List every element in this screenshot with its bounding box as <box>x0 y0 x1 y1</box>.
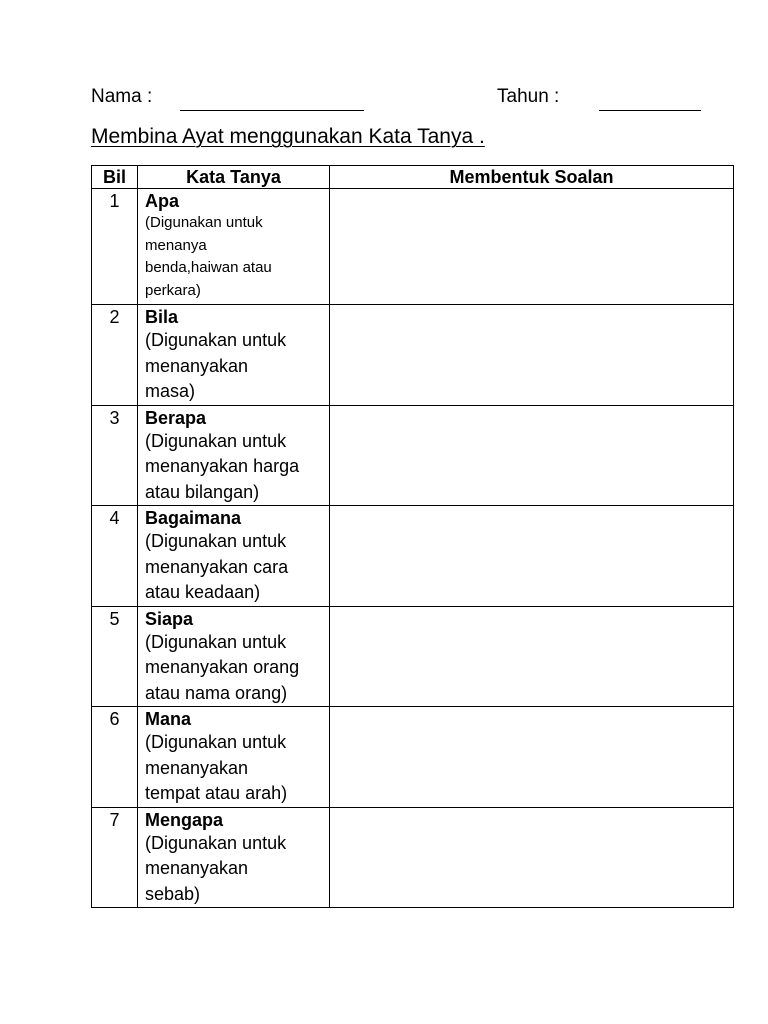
kata-tanya-cell <box>138 506 330 607</box>
name-label: Nama : <box>91 86 153 107</box>
answer-cell[interactable] <box>330 506 734 607</box>
question-word-usage: (Digunakan untuk menanyakan harga atau bilangan) <box>145 430 300 502</box>
question-word-usage: (Digunakan untuk menanyakan sebab) <box>145 832 287 904</box>
answer-cell[interactable] <box>330 707 734 808</box>
row-number: 6 <box>92 707 138 808</box>
kata-tanya-cell <box>138 807 330 908</box>
row-number: 2 <box>92 305 138 406</box>
question-word-usage: (Digunakan untuk menanyakan masa) <box>145 330 287 401</box>
table-row <box>92 405 734 506</box>
col-header-kata-tanya: Kata Tanya <box>138 166 330 189</box>
answer-cell[interactable] <box>330 405 734 506</box>
worksheet-title: Membina Ayat menggunakan Kata Tanya . <box>91 125 485 148</box>
col-header-membentuk-soalan: Membentuk Soalan <box>330 166 734 189</box>
table-header-row <box>92 166 734 189</box>
question-word: Apa <box>145 191 180 211</box>
row-number: 3 <box>92 405 138 506</box>
row-number: 4 <box>92 506 138 607</box>
table-row <box>92 506 734 607</box>
col-header-bil: Bil <box>92 166 138 189</box>
answer-cell[interactable] <box>330 305 734 406</box>
answer-cell[interactable] <box>330 606 734 707</box>
question-word-usage: (Digunakan untuk menanya benda,haiwan atau perkara) <box>145 214 272 299</box>
kata-tanya-cell <box>138 606 330 707</box>
table-row <box>92 305 734 406</box>
answer-cell[interactable] <box>330 189 734 305</box>
question-word-usage: (Digunakan untuk menanyakan cara atau keadaan) <box>145 531 289 602</box>
question-word-usage: (Digunakan untuk menanyakan tempat atau arah) <box>145 732 288 803</box>
question-word: Bila <box>145 307 179 327</box>
row-number: 7 <box>92 807 138 908</box>
question-word: Bagaimana <box>145 508 242 528</box>
row-number: 1 <box>92 189 138 305</box>
table-row <box>92 189 734 305</box>
year-label: Tahun : <box>497 86 560 107</box>
table-row <box>92 606 734 707</box>
row-number: 5 <box>92 606 138 707</box>
table-row <box>92 807 734 908</box>
kata-tanya-cell <box>138 305 330 406</box>
question-word-usage: (Digunakan untuk menanyakan orang atau nama orang) <box>145 631 300 703</box>
table-row <box>92 707 734 808</box>
question-word: Mana <box>145 709 192 729</box>
name-blank-line[interactable] <box>180 110 364 111</box>
question-word-table <box>91 165 734 908</box>
year-blank-line[interactable] <box>599 110 701 111</box>
kata-tanya-cell <box>138 189 330 305</box>
question-word: Berapa <box>145 407 207 428</box>
question-word: Mengapa <box>145 809 224 830</box>
kata-tanya-cell <box>138 707 330 808</box>
question-word: Siapa <box>145 608 194 629</box>
kata-tanya-cell <box>138 405 330 506</box>
answer-cell[interactable] <box>330 807 734 908</box>
student-info-line <box>91 86 711 112</box>
